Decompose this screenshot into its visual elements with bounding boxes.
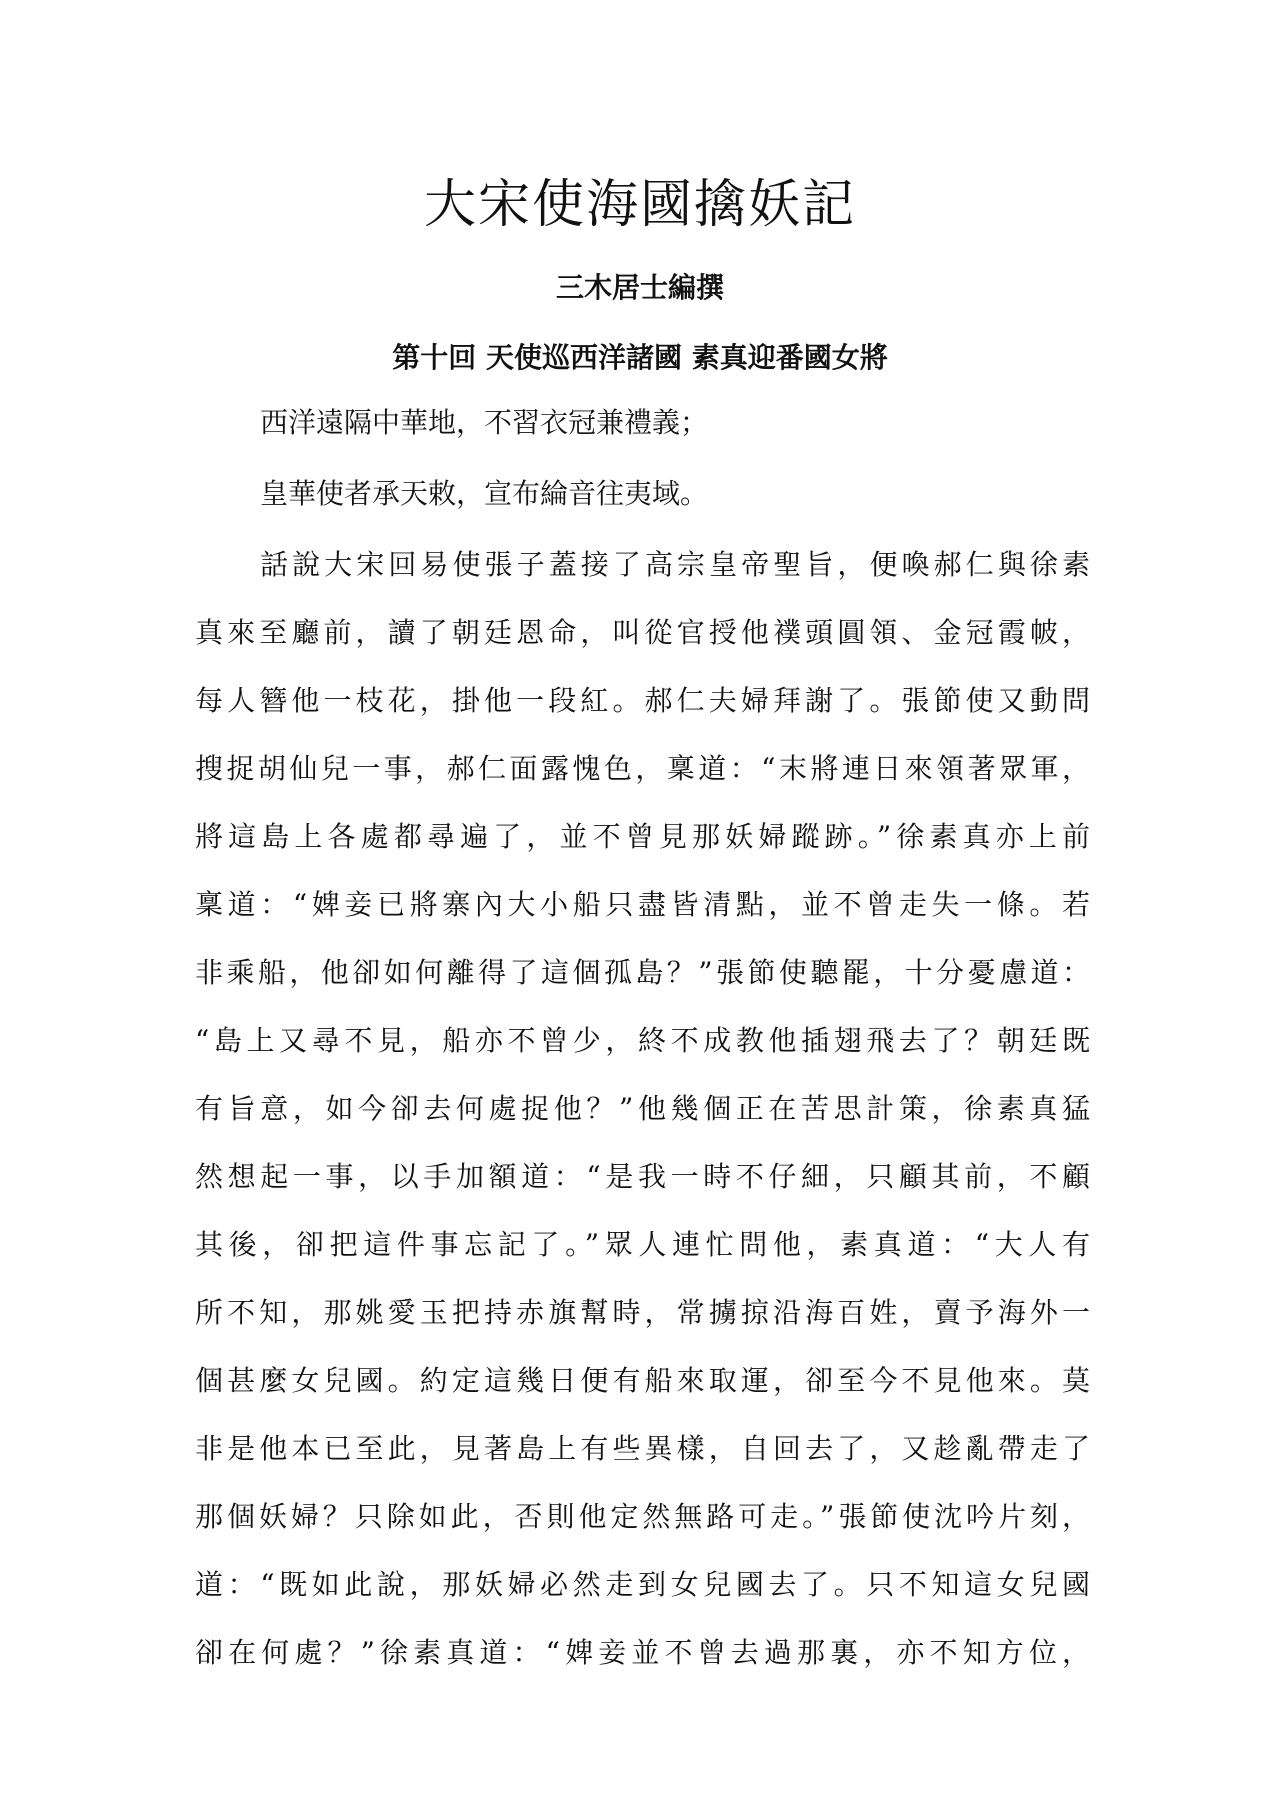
author-line: 三木居士編撰	[555, 271, 724, 304]
paragraph-line: 搜捉胡仙兒一事，郝仁面露愧色，稟道：“末將連日來領著眾軍，	[195, 752, 1090, 785]
document-title: 大宋使海國擒妖記	[423, 175, 856, 235]
paragraph-line: 非是他本已至此，見著島上有些異樣，自回去了，又趁亂帶走了	[195, 1432, 1090, 1465]
paragraph-line: 個甚麼女兒國。約定這幾日便有船來取運，卻至今不見他來。莫	[195, 1364, 1090, 1397]
paragraph-line: 真來至廳前，讀了朝廷恩命，叫從官授他襆頭圓領、金冠霞帔，	[195, 616, 1090, 649]
paragraph-line: 道：“既如此說，那妖婦必然走到女兒國去了。只不知這女兒國	[195, 1568, 1090, 1601]
body-paragraph	[195, 545, 1090, 1701]
paragraph-line: 那個妖婦？只除如此，否則他定然無路可走。”張節使沈吟片刻，	[195, 1500, 1090, 1533]
paragraph-line: 將這島上各處都尋遍了，並不曾見那妖婦蹤跡。”徐素真亦上前	[195, 820, 1090, 853]
verse-line: 西洋遠隔中華地，不習衣冠兼禮義；	[260, 406, 709, 439]
paragraph-line: 其後，卻把這件事忘記了。”眾人連忙問他，素真道：“大人有	[195, 1228, 1090, 1261]
paragraph-line: 話說大宋回易使張子蓋接了高宗皇帝聖旨，便喚郝仁與徐素	[260, 548, 1090, 581]
paragraph-line: 有旨意，如今卻去何處捉他？”他幾個正在苦思計策，徐素真猛	[195, 1092, 1090, 1125]
paragraph-line: 卻在何處？”徐素真道：“婢妾並不曾去過那裏，亦不知方位，	[195, 1636, 1090, 1669]
paragraph-line: 所不知，那姚愛玉把持赤旗幫時，常擄掠沿海百姓，賣予海外一	[195, 1296, 1090, 1329]
paragraph-line: 每人簪他一枝花，掛他一段紅。郝仁夫婦拜謝了。張節使又動問	[195, 684, 1090, 717]
chapter-heading: 第十回 天使巡西洋諸國 素真迎番國女將	[392, 341, 888, 374]
paragraph-line: 然想起一事，以手加額道：“是我一時不仔細，只顧其前，不顧	[195, 1160, 1090, 1193]
paragraph-line: “島上又尋不見，船亦不曾少，終不成教他插翅飛去了？朝廷既	[195, 1024, 1090, 1057]
paragraph-line: 稟道：“婢妾已將寨內大小船只盡皆清點，並不曾走失一條。若	[195, 888, 1090, 921]
paragraph-line: 非乘船，他卻如何離得了這個孤島？”張節使聽罷，十分憂慮道：	[195, 956, 1090, 989]
verse-line: 皇華使者承天敕，宣布綸音往夷域。	[260, 477, 709, 510]
